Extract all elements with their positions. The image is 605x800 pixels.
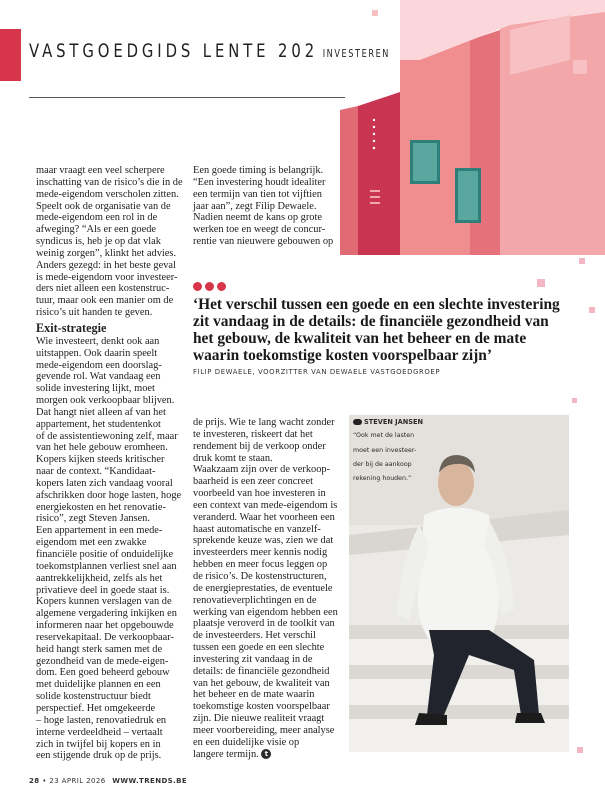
section-color-tab: [0, 29, 21, 81]
article-column-1: [36, 165, 184, 762]
text-line: mede-eigendom een doorslag-: [36, 359, 162, 371]
quote-line: het gebouw, de kwaliteit van het beheer en de mate: [193, 330, 527, 347]
text-line: morgen ook verkoopbaar blijven.: [36, 395, 175, 407]
issue-date: 23 APRIL 2026: [49, 777, 106, 785]
text-line: mede-eigendom een rol in de: [36, 212, 158, 224]
building-illustration: [340, 0, 605, 255]
text-line: een termijn van tien tot vijftien: [193, 188, 322, 200]
text-line: en een duidelijke visie op: [193, 736, 300, 748]
text-line: Een goede timing is belangrijk.: [193, 165, 324, 176]
text-line: weinig zorgen”, klinkt het advies.: [36, 247, 177, 259]
column3-paragraph: [193, 417, 343, 749]
footer-separator: •: [42, 777, 50, 785]
text-line: energiekosten en het renovatie-: [36, 501, 166, 513]
text-line: werken toe en weegt de concur-: [193, 224, 326, 236]
text-line: risico”, zegt Steven Jansen.: [36, 513, 150, 525]
guide-title: VASTGOEDGIDS LENTE 202: [29, 40, 319, 62]
caption-name-text: STEVEN JANSEN: [364, 418, 424, 426]
text-line: reservekapitaal. De verkoopbaar-: [36, 631, 174, 643]
text-line: ders niet alleen een kostenstruc-: [36, 283, 170, 295]
text-line: voorbeeld van hoe investeren in: [193, 488, 326, 500]
text-line: mede-eigendom verscholen zitten.: [36, 188, 179, 200]
text-line: naar de context. “Kandidaat-: [36, 466, 156, 478]
column1-paragraph: [36, 336, 184, 762]
article-column-3: [193, 417, 343, 760]
text-line: solide kostenstructuur biedt: [36, 691, 151, 703]
page-number: 28: [29, 777, 40, 785]
subheading-exit-strategie: Exit-strategie: [36, 320, 107, 335]
text-line: toekomstige kosten voorspelbaar: [193, 701, 330, 713]
text-line: gevende rol. Wat vandaag een: [36, 371, 161, 383]
text-line: inschatting van de risico’s die in de: [36, 176, 183, 188]
text-line: Wie investeert, denkt ook aan: [36, 335, 160, 347]
text-line: algemene vergadering inkijken en: [36, 608, 177, 620]
text-line: Dat hangt niet alleen af van het: [36, 406, 166, 418]
text-line: kopers laten zich vandaag vooral: [36, 477, 173, 489]
text-line: dom. Een goed beheerd gebouw: [36, 667, 170, 679]
text-line: aantrekkelijkheid, zelfs als het: [36, 572, 163, 584]
photo-caption: [353, 418, 425, 489]
last-line: langere termijn.: [193, 748, 259, 760]
article-end-icon: t: [261, 749, 271, 759]
text-line: veranderd. Waar het voorheen een: [193, 511, 335, 523]
text-line: hebben en meer focus leggen op: [193, 559, 328, 571]
page-footer: [29, 777, 187, 785]
pull-quote: [193, 296, 578, 364]
text-line: jaar aan”, zegt Filip Dewaele.: [193, 200, 317, 212]
text-line: eigendom met een zwakke: [36, 537, 147, 549]
decor-square: [572, 398, 577, 403]
caption-line: “Ook met de lasten: [353, 432, 415, 440]
decor-square: [537, 279, 545, 287]
text-line: uitstappen. Ook daarin speelt: [36, 347, 158, 359]
text-line: zijn. Die nieuwe realiteit vraagt: [193, 713, 325, 725]
quote-attribution: FILIP DEWAELE, VOORZITTER VAN DEWAELE VASTGOEDGROEP: [193, 368, 441, 376]
text-line: tuur, maar ook een manier om de: [36, 295, 174, 307]
text-line: solide investering lijkt, moet: [36, 383, 155, 395]
decor-square: [589, 307, 595, 313]
column1-paragraph: [36, 165, 184, 319]
text-line: van het gebouw, de kwaliteit van: [193, 677, 330, 689]
text-line: druk komt te staan.: [193, 452, 273, 464]
text-line: Nadien neemt de kans op grote: [193, 212, 322, 224]
text-line: Speelt ook de organisatie van de: [36, 200, 171, 212]
text-line: het beheer en de mate waarin: [193, 689, 315, 701]
text-line: maar vraagt een veel scherpere: [36, 165, 165, 176]
text-line: renovatieverplichtingen en de: [193, 594, 317, 606]
text-line: interne verdeeldheid – vertaalt: [36, 726, 163, 738]
text-line: gezondheid van de mede-eigen-: [36, 655, 169, 667]
caption-name: [353, 418, 425, 426]
header-rule: [29, 97, 345, 98]
text-line: Kopers kunnen verslagen van de: [36, 596, 172, 608]
text-line: investeerders meer kennis nodig: [193, 547, 328, 559]
text-line: is mede-eigendom voor investeer-: [36, 271, 178, 283]
text-line: tussen een goede en een slechte: [193, 642, 325, 654]
text-line: te investeren, riskeert dat het: [193, 428, 313, 440]
text-line: privatieve deel in goede staat is.: [36, 584, 170, 596]
quote-line: waarin toekomstige kosten voorspelbaar zijn’: [193, 347, 492, 364]
text-line: perspectief. Het omgekeerde: [36, 702, 156, 714]
caption-line: der bij de aankoop: [353, 460, 412, 468]
quote-line: ‘Het verschil tussen een goede en een slechte investering: [193, 296, 560, 313]
section-label: INVESTEREN: [322, 48, 391, 60]
text-line: Een appartement in een mede-: [36, 525, 163, 537]
website: WWW.TRENDS.BE: [112, 777, 188, 785]
text-line: afweging? “Als er een goede: [36, 224, 157, 236]
text-line: “Een investering houdt idealiter: [193, 176, 326, 188]
text-line: de energieprestaties, de eventuele: [193, 582, 333, 594]
text-line: een stijgende druk op de prijs.: [36, 750, 162, 762]
text-line: – hoge lasten, renovatiedruk en: [36, 714, 167, 726]
text-line: of de assistentiewoning zelf, maar: [36, 430, 178, 442]
text-line: met duidelijke plannen en een: [36, 679, 161, 691]
text-line: Waakzaam zijn over de verkoop-: [193, 464, 331, 476]
text-line: details: de financiële gezondheid: [193, 665, 330, 677]
text-line: sprekende keuze was, zien we dat: [193, 535, 334, 547]
text-line: Kopers kijken steeds kritischer: [36, 454, 165, 466]
text-line: rentie van nieuwere gebouwen op: [193, 236, 334, 248]
text-line: haast automatische en vanzelf-: [193, 523, 321, 535]
text-line: heid hangt sterk samen met de: [36, 643, 163, 655]
text-line: financiële positie of onduidelijke: [36, 549, 174, 560]
text-line: plaatsje veroverd in de toolkit van: [193, 618, 335, 630]
text-line: de prijs. Wie te lang wacht zonder: [193, 417, 335, 428]
text-line: toekomstplannen verliest snel aan: [36, 560, 177, 572]
caption-quote: [353, 432, 425, 483]
text-line: informeren naar het opgebouwde: [36, 620, 174, 632]
decor-square: [579, 258, 585, 264]
text-line: van het hele gebouw eromheen.: [36, 442, 168, 454]
text-line: Anders gezegd: in het beste geval: [36, 259, 176, 271]
quote-line: zit vandaag in de details: de financiële gezondheid van: [193, 313, 549, 330]
text-line: meer voorbereiding, meer analyse: [193, 724, 335, 736]
text-line: syndicus is, heb je op dat vlak: [36, 236, 161, 248]
quote-dots: [193, 278, 229, 296]
text-line: de investeerders. Het verschil: [193, 630, 316, 642]
article-column-2: [193, 165, 343, 248]
text-line: werking van eigendom hebben een: [193, 606, 338, 618]
text-line: appartement, het studentenkot: [36, 418, 161, 430]
text-line: baarheid is een zeer concreet: [193, 476, 313, 488]
text-line: afschrikken door hoge lasten, hoge: [36, 489, 182, 501]
caption-line: rekening houden.”: [353, 475, 412, 483]
decor-square: [577, 747, 583, 753]
speech-icon: [353, 419, 362, 425]
text-line: risico’s uit handen te geven.: [36, 307, 153, 319]
text-line: zich in twijfel bij kopers en in: [36, 738, 161, 750]
text-line: investering zit vandaag in de: [193, 653, 313, 665]
text-line: rendement bij de verkoop onder: [193, 440, 326, 452]
magazine-section-title: [29, 40, 390, 62]
text-line: een context van mede-eigendom is: [193, 499, 338, 511]
text-line: de risico’s. De kostenstructuren,: [193, 570, 327, 582]
caption-line: moet een investeer-: [353, 446, 417, 454]
